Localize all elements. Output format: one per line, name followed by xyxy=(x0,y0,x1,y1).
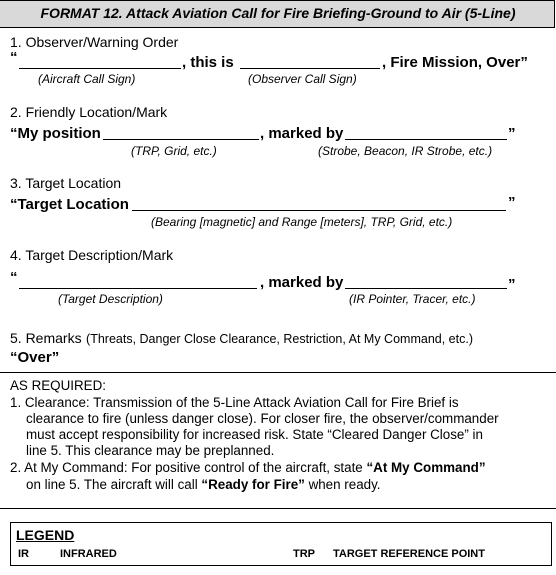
section-2-hint-position: (TRP, Grid, etc.) xyxy=(131,144,217,158)
section-4-heading: 4. Target Description/Mark xyxy=(10,247,174,263)
item-2-line-2-tail: when ready. xyxy=(304,477,381,492)
target-location-blank[interactable] xyxy=(132,210,506,211)
section-1-fire-mission: , Fire Mission, Over” xyxy=(382,54,528,71)
section-5-heading: 5. Remarks xyxy=(10,330,82,346)
section-1-open-quote: “ xyxy=(10,49,18,66)
as-required-item-1-line-1: 1. Clearance: Transmission of the 5-Line Attack Aviation Call for Fire Brief is xyxy=(10,395,459,410)
section-1-hint-observer: (Observer Call Sign) xyxy=(248,72,357,86)
section-1-hint-aircraft: (Aircraft Call Sign) xyxy=(38,72,136,86)
section-4-hint-description: (Target Description) xyxy=(58,292,163,306)
section-3-hint: (Bearing [magnetic] and Range [meters], TRP, Grid, etc.) xyxy=(151,215,453,229)
item-2-line-1-text: 2. At My Command: For positive control of the aircraft, state xyxy=(10,460,367,475)
section-5-heading-row xyxy=(10,331,473,347)
as-required-item-1-line-3: must accept responsibility for increased risk. State “Cleared Danger Close” in xyxy=(26,427,483,442)
as-required-item-2-line-1 xyxy=(10,461,486,474)
legend-abbr-trp: TRP xyxy=(293,548,315,560)
section-1-heading: 1. Observer/Warning Order xyxy=(10,34,179,50)
section-5-heading-detail: (Threats, Danger Close Clearance, Restriction, At My Command, etc.) xyxy=(86,332,473,346)
section-divider xyxy=(0,372,556,373)
as-required-item-2-line-2 xyxy=(26,478,381,491)
item-2-line-2-text: on line 5. The aircraft will call xyxy=(26,477,202,492)
aircraft-call-sign-blank[interactable] xyxy=(19,68,181,69)
section-3-heading: 3. Target Location xyxy=(10,175,122,191)
format-title: FORMAT 12. Attack Aviation Call for Fire Briefing-Ground to Air (5-Line) xyxy=(40,5,516,21)
section-2-my-position: “My position xyxy=(10,125,101,142)
section-2-marked-by: , marked by xyxy=(260,125,344,142)
section-4-open-quote: “ xyxy=(10,269,18,286)
legend-title: LEGEND xyxy=(16,527,75,543)
legend-abbr-ir: IR xyxy=(18,548,29,560)
as-required-item-1-line-4: line 5. This clearance may be preplanned. xyxy=(26,443,275,458)
section-4-marked-by: , marked by xyxy=(260,274,344,291)
section-3-target-location: “Target Location xyxy=(10,196,129,213)
section-2-heading: 2. Friendly Location/Mark xyxy=(10,104,168,120)
friendly-mark-blank[interactable] xyxy=(345,139,507,140)
item-2-line-2-bold: “Ready for Fire” xyxy=(201,477,305,492)
legend-meaning-ir: INFRARED xyxy=(60,548,117,560)
section-4-hint-mark: (IR Pointer, Tracer, etc.) xyxy=(349,292,476,306)
observer-call-sign-blank[interactable] xyxy=(240,68,380,69)
section-1-this-is: , this is xyxy=(182,54,234,71)
friendly-position-blank[interactable] xyxy=(103,139,259,140)
bottom-divider xyxy=(0,508,556,509)
item-2-line-1-bold: “At My Command” xyxy=(366,460,486,475)
section-4-close-quote: ” xyxy=(508,276,516,293)
section-2-hint-mark: (Strobe, Beacon, IR Strobe, etc.) xyxy=(318,144,493,158)
section-3-close-quote: ” xyxy=(508,194,516,211)
section-2-close-quote: ” xyxy=(508,125,516,142)
as-required-item-1-line-2: clearance to fire (unless danger close). For closer fire, the observer/commander xyxy=(26,411,499,426)
as-required-heading: AS REQUIRED: xyxy=(10,378,106,393)
target-description-blank[interactable] xyxy=(19,288,257,289)
target-mark-blank[interactable] xyxy=(345,288,507,289)
legend-meaning-trp: TARGET REFERENCE POINT xyxy=(333,548,485,560)
section-5-over: “Over” xyxy=(10,349,60,366)
